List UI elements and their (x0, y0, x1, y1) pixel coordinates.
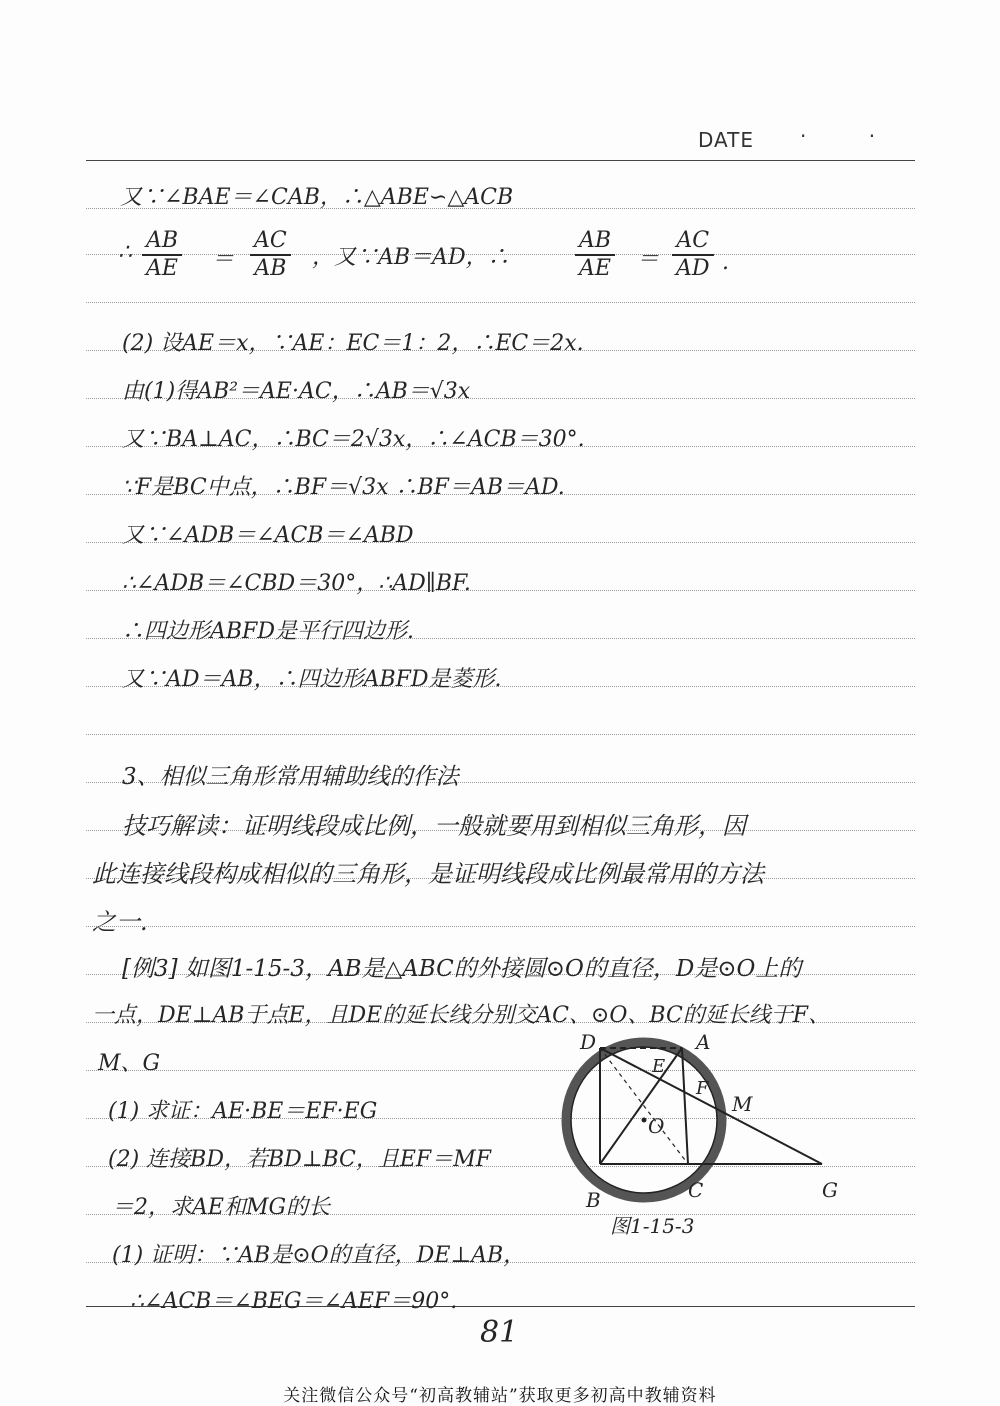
proof-line-3: (2) 设AE＝x，∵AE：EC＝1：2，∴EC＝2x. (122, 331, 584, 356)
footer-notice: 关注微信公众号“初高教辅站”获取更多初高中教辅资料 (283, 1386, 717, 1406)
fraction-numerator: AB (575, 228, 615, 256)
example-line-1: [例3] 如图1-15-3，AB是△ABC的外接圆⊙O的直径，D是⊙O上的 (122, 956, 802, 982)
label-o: O (648, 1114, 665, 1138)
center-point (642, 1118, 647, 1123)
equals-sign: ＝ (212, 247, 235, 272)
fraction-denominator: AE (146, 256, 178, 281)
proof-line-8: ∴∠ADB＝∠CBD＝30°，∴AD∥BF. (122, 571, 471, 596)
proof-line-10: 又∵AD＝AB，∴四边形ABFD是菱形. (122, 667, 502, 692)
fraction-ac-ab (250, 228, 291, 282)
solution-line-2: ∴∠ACB＝∠BEG＝∠AEF＝90°. (130, 1289, 458, 1314)
geometry-figure (560, 1028, 860, 1238)
ruled-line (86, 302, 915, 303)
fraction-denominator: AB (254, 256, 287, 281)
proof-line-1: 又∵∠BAE＝∠CAB，∴△ABE∽△ACB (120, 185, 514, 210)
fraction-numerator: AC (250, 228, 291, 256)
label-c: C (688, 1178, 704, 1202)
label-f: F (696, 1078, 709, 1099)
proof-line-6: ∵F是BC中点，∴BF＝√3x ∴BF＝AB＝AD. (122, 475, 565, 500)
ruled-line (86, 926, 915, 927)
label-d: D (580, 1030, 597, 1054)
proof-line-9: ∴四边形ABFD是平行四边形. (122, 619, 414, 644)
fraction-denominator: AE (579, 256, 611, 281)
tip-line-2: 此连接线段构成相似的三角形，是证明线段成比例最常用的方法 (92, 860, 764, 888)
label-a: A (696, 1030, 711, 1054)
date-label: DATE (698, 128, 755, 152)
example-line-3: M、G (98, 1051, 161, 1076)
tip-line-1: 技巧解读：证明线段成比例，一般就要用到相似三角形，因 (122, 812, 746, 840)
segment-dg (600, 1048, 822, 1164)
proof-line-5: 又∵BA⊥AC，∴BC＝2√3x，∴∠ACB＝30°. (122, 427, 585, 452)
proof-line-2-middle: ，又∵AB＝AD，∴ (312, 245, 510, 270)
page-number: 81 (480, 1315, 519, 1350)
header-rule (86, 160, 915, 161)
fraction-ab-ae-2 (575, 228, 615, 282)
label-e: E (652, 1056, 666, 1077)
figure-drawing (560, 1028, 860, 1238)
section-heading: 3、相似三角形常用辅助线的作法 (122, 764, 459, 790)
label-b: B (586, 1188, 601, 1212)
label-g: G (822, 1178, 838, 1202)
example-line-2: 一点，DE⊥AB于点E，且DE的延长线分别交AC、⊙O、BC的延长线于F、 (92, 1003, 831, 1028)
proof-line-2-end: . (722, 250, 729, 275)
fraction-numerator: AB (142, 228, 182, 256)
proof-line-4: 由(1)得AB²＝AE·AC，∴AB＝√3x (122, 379, 471, 404)
tip-line-3: 之一. (92, 908, 148, 936)
question-2: (2) 连接BD，若BD⊥BC，且EF＝MF (108, 1147, 491, 1172)
fraction-ab-ae (142, 228, 182, 282)
segment-ba (600, 1048, 682, 1164)
ruled-line (86, 734, 915, 735)
equals-sign: ＝ (637, 247, 660, 272)
question-2-cont: ＝2，求AE和MG的长 (112, 1195, 331, 1220)
fraction-numerator: AC (672, 228, 714, 256)
proof-line-2-prefix: ∴ (118, 240, 132, 265)
question-1: (1) 求证：AE·BE＝EF·EG (108, 1099, 378, 1124)
figure-caption: 图1-15-3 (610, 1214, 695, 1238)
label-m: M (732, 1092, 753, 1116)
proof-line-7: 又∵∠ADB＝∠ACB＝∠ABD (122, 523, 414, 548)
fraction-ac-ad (672, 228, 714, 282)
fraction-denominator: AD (676, 256, 710, 281)
segment-ac (682, 1048, 688, 1164)
date-dots: · · (800, 124, 904, 148)
solution-line-1: (1) 证明：∵AB是⊙O的直径，DE⊥AB， (112, 1243, 526, 1268)
